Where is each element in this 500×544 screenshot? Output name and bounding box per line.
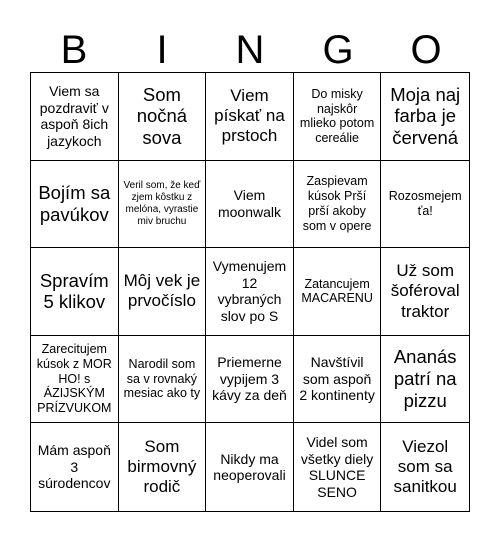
bingo-cell-r5c2[interactable]: Som birmovný rodič xyxy=(119,423,207,511)
bingo-cell-r5c4[interactable]: Videl som všetky diely SLUNCE SENO xyxy=(294,423,382,511)
header-letter-o: O xyxy=(410,28,442,72)
bingo-cell-r4c2[interactable]: Narodil som sa v rovnaký mesiac ako ty xyxy=(119,336,207,424)
bingo-cell-r3c3[interactable]: Vymenujem 12 vybraných slov po S xyxy=(206,248,294,336)
bingo-cell-r2c5[interactable]: Rozosmejem ťa! xyxy=(381,161,469,249)
bingo-cell-r2c1[interactable]: Bojím sa pavúkov xyxy=(31,161,119,249)
bingo-cell-r5c5[interactable]: Viezol som sa sanitkou xyxy=(393,437,457,497)
bingo-cell-r3c4[interactable]: Zatancujem MACARENU xyxy=(294,248,382,336)
header-letter-n: N xyxy=(235,28,265,72)
header-letter-i: I xyxy=(156,28,168,72)
bingo-cell-r1c5[interactable]: Moja naj farba je červená xyxy=(381,73,469,161)
bingo-cell-r5c3[interactable]: Nikdy ma neoperovali xyxy=(206,423,294,511)
bingo-cell-r1c1[interactable]: Viem sa pozdraviť v aspoň 8ich jazykoch xyxy=(31,73,119,161)
bingo-cell-r1c4[interactable]: Do misky najskôr mlieko potom cereálie xyxy=(294,73,382,161)
header-letter-g: G xyxy=(322,28,354,72)
bingo-header xyxy=(30,28,470,72)
header-letter-b: B xyxy=(60,28,88,72)
bingo-cell-r4c5[interactable]: Ananás patrí na pizzu xyxy=(381,336,469,424)
bingo-cell-r1c2[interactable]: Som nočná sova xyxy=(119,73,207,161)
bingo-cell-r4c4[interactable]: Navštívil som aspoň 2 kontinenty xyxy=(294,336,382,424)
bingo-cell-r3c1[interactable]: Spravím 5 klikov xyxy=(31,248,119,336)
bingo-cell-r2c3[interactable]: Viem moonwalk xyxy=(206,161,294,249)
bingo-cell-r4c1[interactable]: Zarecitujem kúsok z MOR HO! s ÁZIJSKÝM PRÍZVUKOM xyxy=(31,336,119,424)
bingo-cell-r1c3[interactable]: Viem pískať na prstoch xyxy=(206,73,294,161)
bingo-cell-r2c4[interactable]: Zaspievam kúsok Prší prší akoby som v opere xyxy=(294,161,382,249)
bingo-cell-r3c5[interactable]: Už som šoféroval traktor xyxy=(381,248,469,336)
bingo-cell-r4c3[interactable]: Priemerne vypijem 3 kávy za deň xyxy=(206,336,294,424)
bingo-cell-r2c2[interactable]: Veril som, že keď zjem kôstku z melóna, vyrastie miv bruchu xyxy=(119,161,207,249)
bingo-cell-r3c2[interactable]: Môj vek je prvočíslo xyxy=(119,248,207,336)
bingo-cell-r5c1[interactable]: Mám aspoň 3 súrodencov xyxy=(31,423,119,511)
bingo-board xyxy=(30,72,470,512)
